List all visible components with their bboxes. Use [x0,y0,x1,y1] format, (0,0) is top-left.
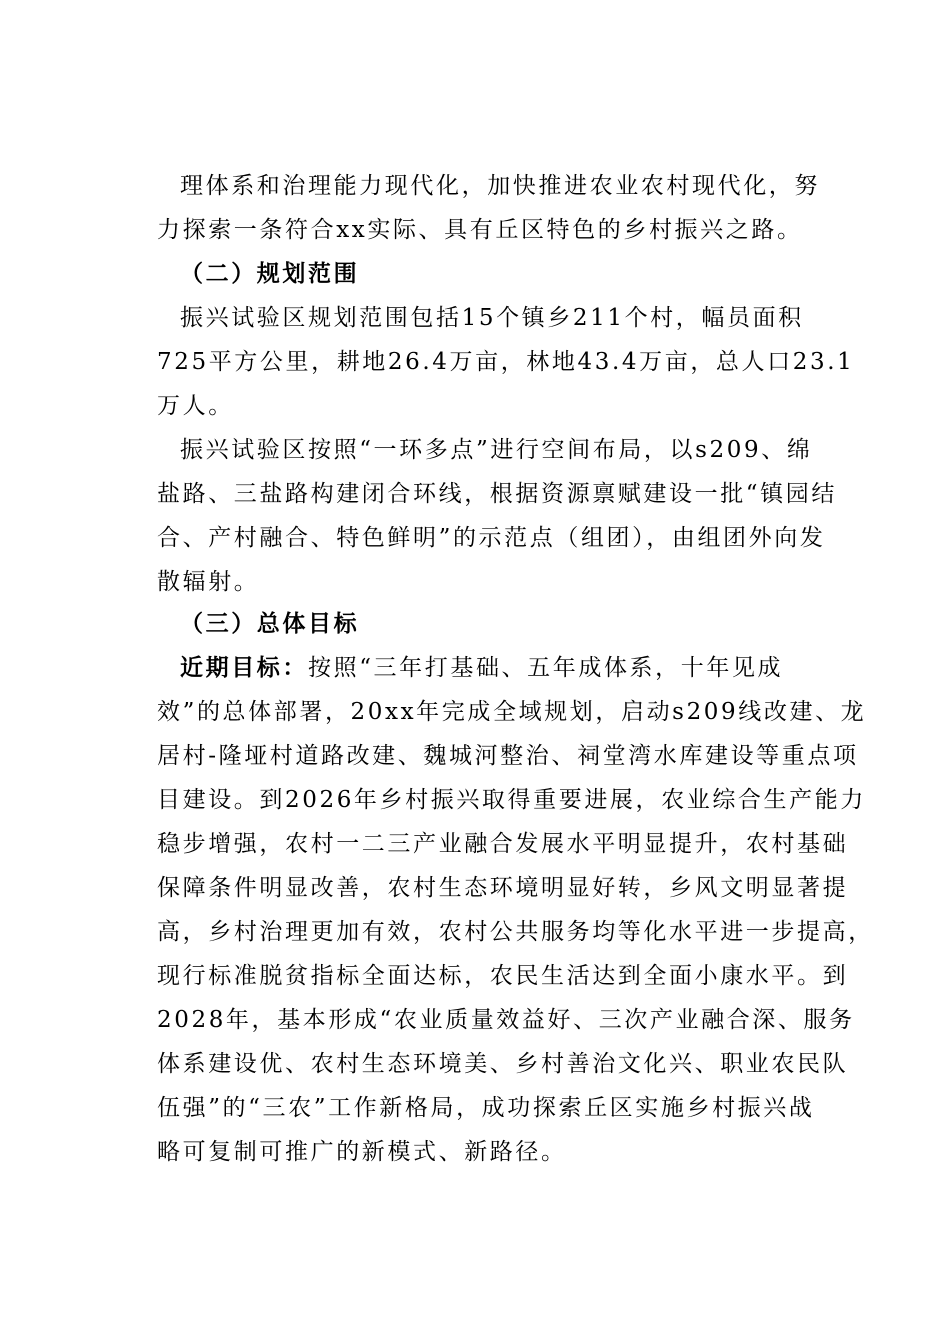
paragraph-line: 伍强”的“三农”工作新格局，成功探索丘区实施乡村振兴战 [157,1095,815,1121]
paragraph-line: 万人。 [157,393,234,419]
paragraph-line: 理体系和治理能力现代化，加快推进农业农村现代化，努 [180,173,820,199]
section-heading-overall-goals: （三）总体目标 [180,610,360,637]
paragraph-line: 保障条件明显改善，农村生态环境明显好转，乡风文明显著提 [157,875,849,901]
paragraph-line: 体系建设优、农村生态环境美、乡村善治文化兴、职业农民队 [157,1051,849,1077]
paragraph-line [180,646,880,690]
paragraph-line: 稳步增强，农村一二三产业融合发展水平明显提升，农村基础 [157,831,849,857]
paragraph-line: 效”的总体部署，20xx年完成全域规划，启动s209线改建、龙 [157,699,867,725]
paragraph-line: 现行标准脱贫指标全面达标，农民生活达到全面小康水平。到 [157,963,849,989]
section-heading-planning-scope: （二）规划范围 [180,260,360,287]
paragraph-line: 略可复制可推广的新模式、新路径。 [157,1139,567,1165]
paragraph-line: 2028年，基本形成“农业质量效益好、三次产业融合深、服务 [157,1007,855,1033]
paragraph-line: 力探索一条符合xx实际、具有丘区特色的乡村振兴之路。 [157,217,803,243]
paragraph-line: 合、产村融合、特色鲜明”的示范点（组团），由组团外向发 [157,525,826,551]
paragraph-line: 盐路、三盐路构建闭合环线，根据资源禀赋建设一批“镇园结 [157,481,837,507]
paragraph-line: 高，乡村治理更加有效，农村公共服务均等化水平进一步提高， [157,919,874,945]
paragraph-line: 振兴试验区规划范围包括15个镇乡211个村，幅员面积 [180,305,804,331]
paragraph-line: 居村-隆垭村道路改建、魏城河整治、祠堂湾水库建设等重点项 [157,743,859,769]
paragraph-line: 振兴试验区按照“一环多点”进行空间布局，以s209、绵 [180,437,813,463]
paragraph-line: 目建设。到2026年乡村振兴取得重要进展，农业综合生产能力 [157,787,866,813]
paragraph-line: 散辐射。 [157,569,260,595]
lead-label-near-term-goals: 近期目标： [180,654,308,681]
paragraph-line: 725平方公里，耕地26.4万亩，林地43.4万亩，总人口23.1 [157,349,855,375]
paragraph-text: 按照“三年打基础、五年成体系，十年见成 [308,655,784,681]
